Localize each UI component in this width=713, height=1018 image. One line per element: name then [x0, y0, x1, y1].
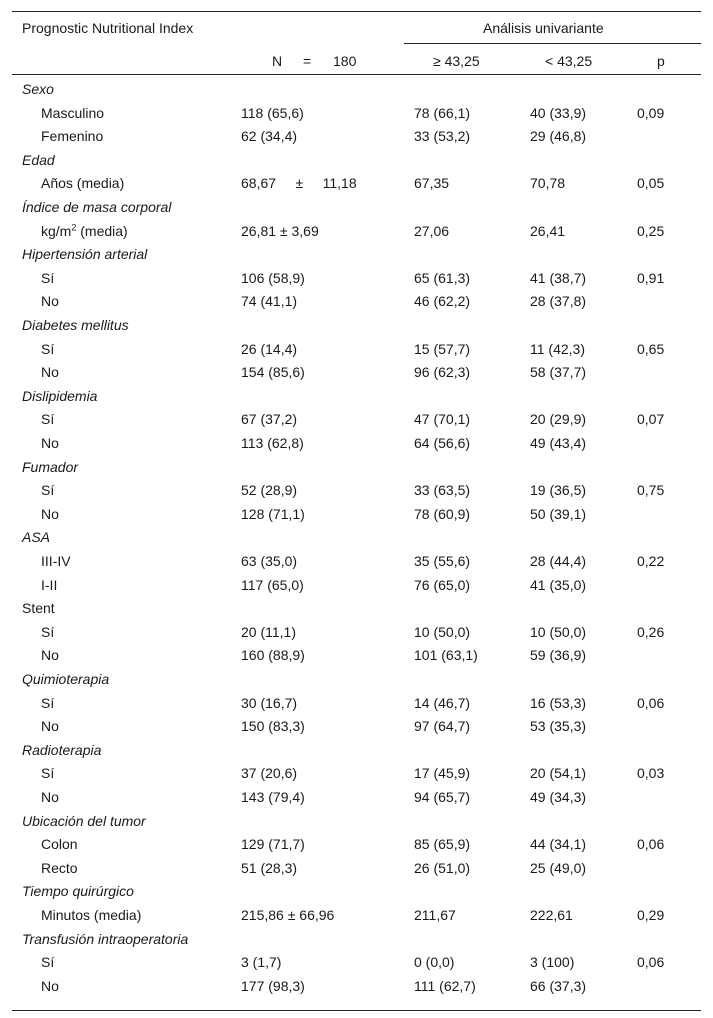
cell-low: 10 (50,0): [530, 623, 587, 640]
table-row: [12, 621, 701, 644]
row-label-text: No: [41, 977, 59, 994]
table-row: [12, 762, 701, 785]
table-row: [12, 574, 701, 597]
table-row: [12, 432, 701, 455]
table-row: [12, 857, 701, 880]
cell-low: 41 (38,7): [530, 269, 587, 286]
cell-n: 118 (65,6): [241, 104, 304, 121]
cell-high: 26 (51,0): [414, 859, 471, 876]
row-label-text: Sí: [41, 623, 55, 640]
row-label: [41, 270, 54, 286]
row-label: [41, 907, 141, 923]
category-label: Ubicación del tumor: [22, 812, 146, 829]
cell-n: 63 (35,0): [241, 553, 298, 569]
row-label-text: III-IV: [41, 553, 71, 569]
table-row: [12, 408, 701, 431]
table-row: [12, 125, 701, 148]
table-row: [12, 267, 701, 290]
row-label-text: No: [41, 647, 59, 664]
cell-high: 211,67: [414, 907, 456, 923]
header-rule: [12, 74, 701, 75]
cell-low: 70,78: [530, 175, 566, 192]
category-row: [12, 149, 701, 172]
row-label: [41, 860, 78, 876]
cell-low: 222,61: [530, 907, 573, 923]
cell-n: 62 (34,4): [241, 128, 298, 145]
cell-high: 15 (57,7): [414, 340, 471, 357]
cell-low: 44 (34,1): [530, 836, 587, 853]
cell-p: 0,25: [637, 222, 665, 239]
cell-n: 20 (11,1): [241, 623, 296, 640]
row-label: [41, 695, 54, 711]
table-title: Prognostic Nutritional Index: [22, 20, 194, 36]
category-row: [12, 810, 701, 833]
row-label-text: Sí: [41, 411, 55, 428]
cell-low: 28 (37,8): [530, 293, 587, 310]
category-label: Quimioterapia: [22, 671, 110, 687]
category-label: Fumador: [22, 458, 79, 475]
row-label: [41, 435, 59, 451]
table-row: [12, 361, 701, 384]
cell-high: 85 (65,9): [414, 836, 471, 853]
row-label: [41, 105, 104, 121]
cell-n: 74 (41,1): [241, 293, 298, 310]
row-label-text: Sí: [41, 269, 55, 286]
table-row: [12, 102, 701, 125]
row-label-text: Minutos (media): [41, 907, 142, 923]
cell-high: 27,06: [414, 222, 450, 239]
category-row: [12, 928, 701, 951]
cell-high: 111 (62,7): [414, 977, 476, 994]
cell-p: 0,05: [637, 175, 665, 192]
table-row: [12, 479, 701, 502]
n-equals: =: [303, 53, 312, 69]
row-label: [41, 482, 54, 498]
cell-n: 26,81 ± 3,69: [241, 222, 319, 239]
cell-n: 154 (85,6): [241, 364, 305, 381]
cell-high: 46 (62,2): [414, 293, 471, 310]
cell-high: 78 (60,9): [414, 505, 471, 522]
cell-n: 160 (88,9): [241, 647, 305, 664]
row-label-text: No: [41, 789, 59, 805]
cell-n: 51 (28,3): [241, 859, 298, 876]
table-row: [12, 833, 701, 856]
category-row: [12, 78, 701, 101]
cell-low: 59 (36,9): [530, 647, 587, 664]
cell-high: 14 (46,7): [414, 694, 471, 711]
cell-n: 3 (1,7): [241, 954, 282, 971]
row-label: [41, 718, 59, 734]
category-row: [12, 597, 701, 620]
cell-low: 20 (29,9): [530, 411, 587, 428]
cell-p: 0,06: [637, 954, 665, 971]
row-label-text: Masculino: [41, 104, 105, 121]
row-label: [41, 978, 59, 994]
category-row: [12, 385, 701, 408]
row-label-text: Recto: [41, 859, 78, 876]
row-label: [41, 175, 124, 191]
category-row: [12, 314, 701, 337]
row-label-text: Sí: [41, 765, 55, 782]
row-label: [41, 647, 59, 663]
cell-low: 40 (33,9): [530, 104, 587, 121]
table-row: [12, 338, 701, 361]
cell-n: 113 (62,8): [241, 435, 304, 451]
cell-low: 11 (42,3): [530, 340, 585, 357]
top-rule: [12, 11, 701, 12]
cell-n: 128 (71,1): [241, 505, 305, 522]
category-label: Tiempo quirúrgico: [22, 883, 134, 900]
cell-high: 0 (0,0): [414, 954, 455, 971]
row-label-text: No: [41, 293, 59, 310]
cell-high: 101 (63,1): [414, 647, 478, 664]
cell-low: 3 (100): [530, 954, 575, 971]
row-label: [41, 223, 128, 239]
row-label: [41, 506, 59, 522]
row-label: [41, 364, 59, 380]
row-label-text: Femenino: [41, 128, 104, 145]
cell-n: 117 (65,0): [241, 576, 304, 593]
cell-p: 0,07: [637, 411, 665, 428]
row-label: [41, 624, 54, 640]
cell-low: 26,41: [530, 222, 566, 239]
row-label-text: Colon: [41, 836, 78, 853]
category-row: [12, 526, 701, 549]
row-label: [41, 341, 54, 357]
table-row: [12, 904, 701, 927]
cell-p: 0,75: [637, 482, 665, 499]
table-row: [12, 550, 701, 573]
row-label-text: Años (media): [41, 175, 125, 192]
col-header-high: ≥ 43,25: [433, 53, 480, 69]
category-row: [12, 456, 701, 479]
category-row: [12, 243, 701, 266]
row-label-text: No: [41, 505, 59, 522]
table-row: [12, 692, 701, 715]
cell-low: 20 (54,1): [530, 765, 587, 782]
n-label: N: [272, 53, 283, 69]
cell-p: 0,91: [637, 269, 665, 286]
cell-high: 10 (50,0): [414, 623, 471, 640]
cell-n: 143 (79,4): [241, 789, 305, 805]
table-row: [12, 220, 701, 243]
row-label-text: No: [41, 435, 59, 451]
cell-n: 67 (37,2): [241, 411, 298, 428]
cell-low: 19 (36,5): [530, 482, 587, 499]
row-label-superscript: 2: [71, 221, 77, 232]
row-label-text: No: [41, 718, 59, 735]
cell-low: 49 (34,3): [530, 789, 587, 805]
category-label: Sexo: [22, 81, 54, 97]
cell-n: 37 (20,6): [241, 765, 298, 782]
cell-n: 215,86 ± 66,96: [241, 907, 335, 923]
cell-n: 150 (83,3): [241, 718, 305, 735]
cell-high: 64 (56,6): [414, 435, 471, 451]
cell-high: 35 (55,6): [414, 553, 471, 569]
row-label-text: Sí: [41, 954, 55, 971]
table-row: [12, 503, 701, 526]
category-label: Transfusión intraoperatoria: [22, 930, 189, 947]
row-label-text: kg/m: [41, 222, 72, 239]
n-value: 180: [333, 53, 357, 69]
cell-high: 67,35: [414, 175, 450, 192]
cell-low: 29 (46,8): [530, 128, 587, 145]
row-label: [41, 789, 59, 805]
cell-low: 41 (35,0): [530, 576, 587, 593]
category-row: [12, 880, 701, 903]
category-label: Stent: [22, 600, 55, 617]
cell-high: 76 (65,0): [414, 576, 471, 593]
cell-p: 0,65: [637, 340, 665, 357]
row-label-text: No: [41, 364, 59, 381]
row-label: [41, 411, 54, 427]
table-row: [12, 172, 701, 195]
row-label-text: Sí: [41, 340, 55, 357]
cell-p: 0,29: [637, 907, 665, 923]
cell-low: 58 (37,7): [530, 364, 587, 381]
table-row: [12, 951, 701, 974]
row-label: [41, 954, 54, 970]
table-row: [12, 786, 701, 809]
category-label: Radioterapia: [22, 741, 102, 758]
cell-n: 177 (98,3): [241, 977, 305, 994]
category-row: [12, 196, 701, 219]
row-label-suffix: (media): [76, 222, 128, 239]
row-label: [41, 553, 71, 569]
table-row: [12, 644, 701, 667]
cell-low: 49 (43,4): [530, 435, 587, 451]
cell-low: 28 (44,4): [530, 553, 587, 569]
group-rule: [404, 43, 701, 44]
cell-high: 33 (53,2): [414, 128, 471, 145]
cell-p: 0,06: [637, 694, 665, 711]
cell-n: 52 (28,9): [241, 482, 298, 499]
row-label: [41, 128, 103, 144]
cell-high: 65 (61,3): [414, 269, 471, 286]
category-label: Diabetes mellitus: [22, 317, 129, 333]
cell-high: 47 (70,1): [414, 411, 471, 428]
row-label: [41, 836, 78, 852]
cell-p: 0,09: [637, 104, 665, 121]
row-label-text: Sí: [41, 482, 55, 499]
cell-low: 16 (53,3): [530, 694, 587, 711]
cell-n: 30 (16,7): [241, 694, 298, 711]
row-label: [41, 577, 57, 593]
bottom-rule: [12, 1010, 701, 1011]
cell-n: 129 (71,7): [241, 836, 305, 853]
row-label-text: Sí: [41, 694, 55, 711]
row-label: [41, 293, 59, 309]
cell-low: 66 (37,3): [530, 977, 587, 994]
cell-low: 53 (35,3): [530, 718, 587, 735]
category-row: [12, 739, 701, 762]
row-label: [41, 765, 54, 781]
cell-high: 33 (63,5): [414, 482, 471, 499]
cell-p: 0,22: [637, 553, 665, 569]
cell-p: 0,26: [637, 623, 665, 640]
cell-p: 0,06: [637, 836, 665, 853]
cell-high: 78 (66,1): [414, 104, 471, 121]
cell-n: 68,67 ± 11,18: [241, 175, 357, 192]
col-header-p: p: [657, 53, 665, 69]
category-label: Hipertensión arterial: [22, 246, 148, 263]
category-row: [12, 668, 701, 691]
table-row: [12, 975, 701, 998]
cell-high: 97 (64,7): [414, 718, 471, 735]
cell-n: 106 (58,9): [241, 269, 305, 286]
table-row: [12, 290, 701, 313]
cell-low: 50 (39,1): [530, 505, 587, 522]
cell-n: 26 (14,4): [241, 340, 298, 357]
cell-high: 94 (65,7): [414, 789, 471, 805]
table-row: [12, 715, 701, 738]
col-header-low: < 43,25: [545, 53, 593, 69]
cell-low: 25 (49,0): [530, 859, 587, 876]
category-label: Dislipidemia: [22, 387, 98, 404]
cell-p: 0,03: [637, 765, 665, 782]
category-label: Edad: [22, 151, 55, 168]
row-label-text: I-II: [41, 576, 58, 593]
cell-high: 17 (45,9): [414, 765, 471, 782]
cell-high: 96 (62,3): [414, 364, 471, 381]
group-header: Análisis univariante: [483, 20, 604, 36]
category-label: Índice de masa corporal: [22, 199, 172, 215]
category-label: ASA: [22, 529, 51, 546]
